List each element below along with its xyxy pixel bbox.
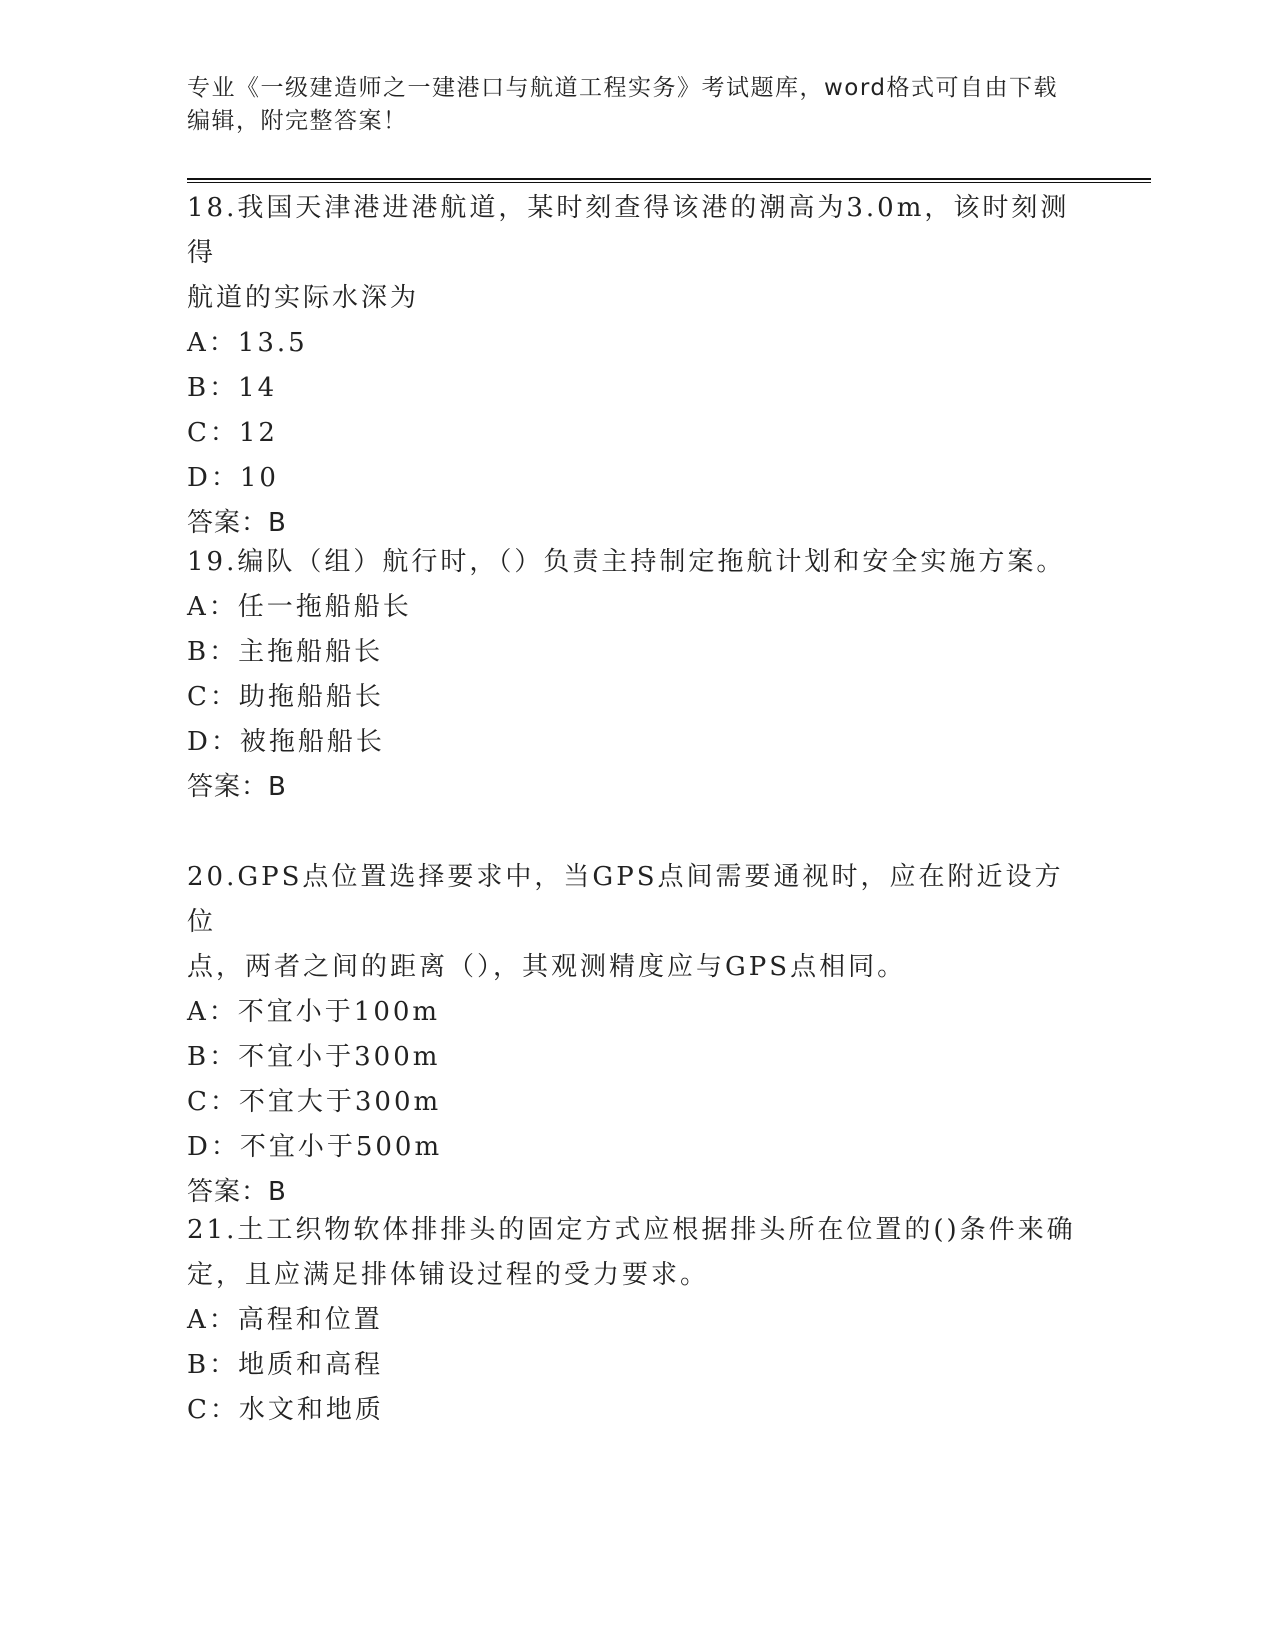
question-stem-line: 航道的实际水深为 bbox=[187, 283, 420, 313]
header-divider-bottom bbox=[187, 182, 1151, 183]
option-c: C：12 bbox=[187, 418, 278, 448]
question-stem-line: 20.GPS点位置选择要求中，当GPS点间需要通视时，应在附近设方位 bbox=[187, 862, 1064, 937]
answer: 答案：B bbox=[187, 508, 287, 538]
question-20 bbox=[187, 855, 1087, 1215]
option-a: A：13.5 bbox=[187, 328, 308, 358]
document-header bbox=[187, 72, 1087, 138]
question-stem-line: 19.编队（组）航行时，（）负责主持制定拖航计划和安全实施方案。 bbox=[187, 547, 1066, 577]
option-b: B：14 bbox=[187, 373, 278, 403]
option-d: D：不宜小于500m bbox=[187, 1132, 443, 1162]
question-stem-line: 21.土工织物软体排排头的固定方式应根据排头所在位置的()条件来确 bbox=[187, 1215, 1076, 1245]
option-c: C：不宜大于300m bbox=[187, 1087, 442, 1117]
question-18 bbox=[187, 186, 1087, 546]
header-divider-top bbox=[187, 178, 1151, 180]
question-stem-line: 点，两者之间的距离（），其观测精度应与GPS点相同。 bbox=[187, 952, 907, 982]
option-b: B：地质和高程 bbox=[187, 1350, 384, 1380]
header-line-2: 编辑，附完整答案！ bbox=[187, 108, 408, 134]
option-a: A：高程和位置 bbox=[187, 1305, 383, 1335]
option-d: D：被拖船船长 bbox=[187, 727, 385, 757]
header-line-1: 专业《一级建造师之一建港口与航道工程实务》考试题库，word格式可自由下载 bbox=[187, 75, 1059, 101]
question-stem-line: 定，且应满足排体铺设过程的受力要求。 bbox=[187, 1260, 710, 1290]
answer: 答案：B bbox=[187, 772, 287, 802]
option-b: B：不宜小于300m bbox=[187, 1042, 441, 1072]
answer: 答案：B bbox=[187, 1177, 287, 1207]
question-stem-line: 18.我国天津港进港航道，某时刻查得该港的潮高为3.0m，该时刻测得 bbox=[187, 193, 1070, 268]
question-19 bbox=[187, 540, 1087, 810]
option-c: C：水文和地质 bbox=[187, 1395, 384, 1425]
option-a: A：任一拖船船长 bbox=[187, 592, 412, 622]
option-b: B：主拖船船长 bbox=[187, 637, 384, 667]
option-a: A：不宜小于100m bbox=[187, 997, 441, 1027]
question-21 bbox=[187, 1208, 1087, 1433]
option-d: D：10 bbox=[187, 463, 279, 493]
option-c: C：助拖船船长 bbox=[187, 682, 384, 712]
